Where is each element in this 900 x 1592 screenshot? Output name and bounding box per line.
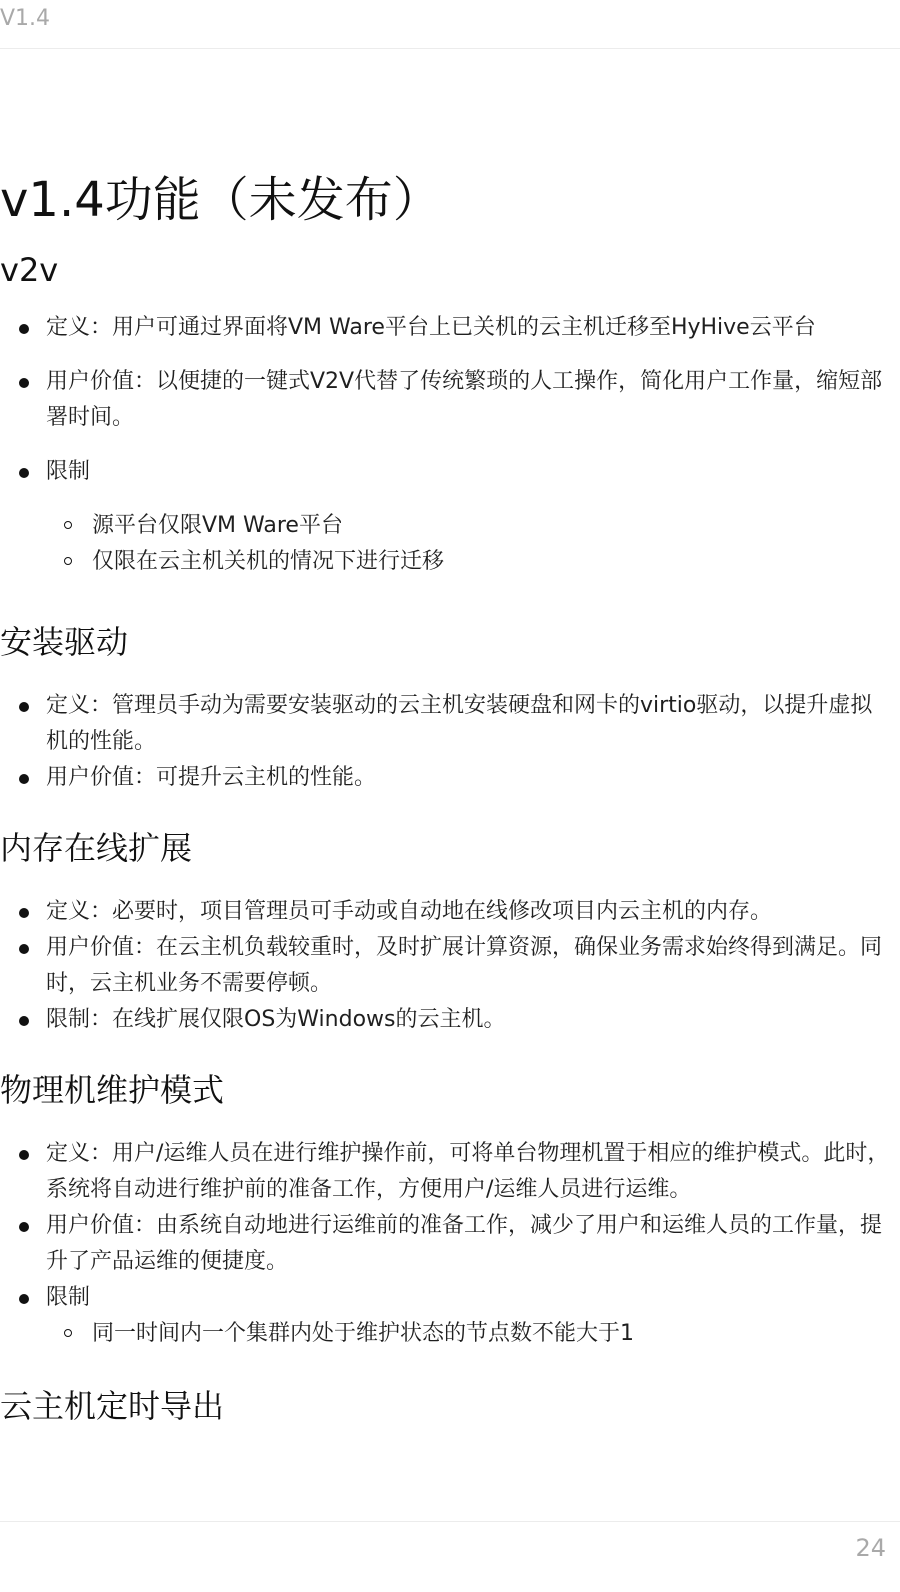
list-item: 用户价值：可提升云主机的性能。: [0, 760, 890, 796]
version-label: V1.4: [0, 6, 51, 31]
sub-list-item: 源平台仅限VM Ware平台: [0, 508, 890, 544]
sub-list-v2v: [0, 508, 890, 580]
list-item: 用户价值：以便捷的一键式V2V代替了传统繁琐的人工操作，简化用户工作量，缩短部署时间。: [0, 364, 890, 436]
section-heading-v2v: v2v: [0, 251, 59, 289]
section-list-memory-expansion: [0, 894, 890, 1038]
section-list-v2v: [0, 310, 890, 490]
page-title: v1.4功能（未发布）: [0, 172, 441, 228]
page-header: [0, 0, 900, 49]
list-item: 定义：必要时，项目管理员可手动或自动地在线修改项目内云主机的内存。: [0, 894, 890, 930]
list-item: 定义：管理员手动为需要安装驱动的云主机安装硬盘和网卡的virtio驱动，以提升虚拟机的性能。: [0, 688, 890, 760]
document-body: [0, 160, 890, 1434]
section-heading-memory-expansion: 内存在线扩展: [0, 829, 193, 867]
list-item: 定义：用户/运维人员在进行维护操作前，可将单台物理机置于相应的维护模式。此时，系统将自动进行维护前的准备工作，方便用户/运维人员进行运维。: [0, 1136, 890, 1208]
sub-list-maintenance-mode: [0, 1316, 890, 1352]
page-footer: [0, 1521, 900, 1592]
sub-list-item: 同一时间内一个集群内处于维护状态的节点数不能大于1: [0, 1316, 890, 1352]
list-item: 定义：用户可通过界面将VM Ware平台上已关机的云主机迁移至HyHive云平台: [0, 310, 890, 346]
sub-list-item: 仅限在云主机关机的情况下进行迁移: [0, 544, 890, 580]
section-heading-maintenance-mode: 物理机维护模式: [0, 1071, 225, 1109]
list-item: 用户价值：由系统自动地进行运维前的准备工作，减少了用户和运维人员的工作量，提升了产品运维的便捷度。: [0, 1208, 890, 1280]
section-heading-install-driver: 安装驱动: [0, 623, 129, 661]
list-item: 用户价值：在云主机负载较重时，及时扩展计算资源，确保业务需求始终得到满足。同时，云主机业务不需要停顿。: [0, 930, 890, 1002]
section-list-maintenance-mode: [0, 1136, 890, 1316]
list-item: 限制: [0, 454, 890, 490]
section-heading-scheduled-export: 云主机定时导出: [0, 1387, 225, 1425]
section-list-install-driver: [0, 688, 890, 796]
list-item: 限制：在线扩展仅限OS为Windows的云主机。: [0, 1002, 890, 1038]
page-number: 24: [855, 1534, 886, 1562]
list-item: 限制: [0, 1280, 890, 1316]
